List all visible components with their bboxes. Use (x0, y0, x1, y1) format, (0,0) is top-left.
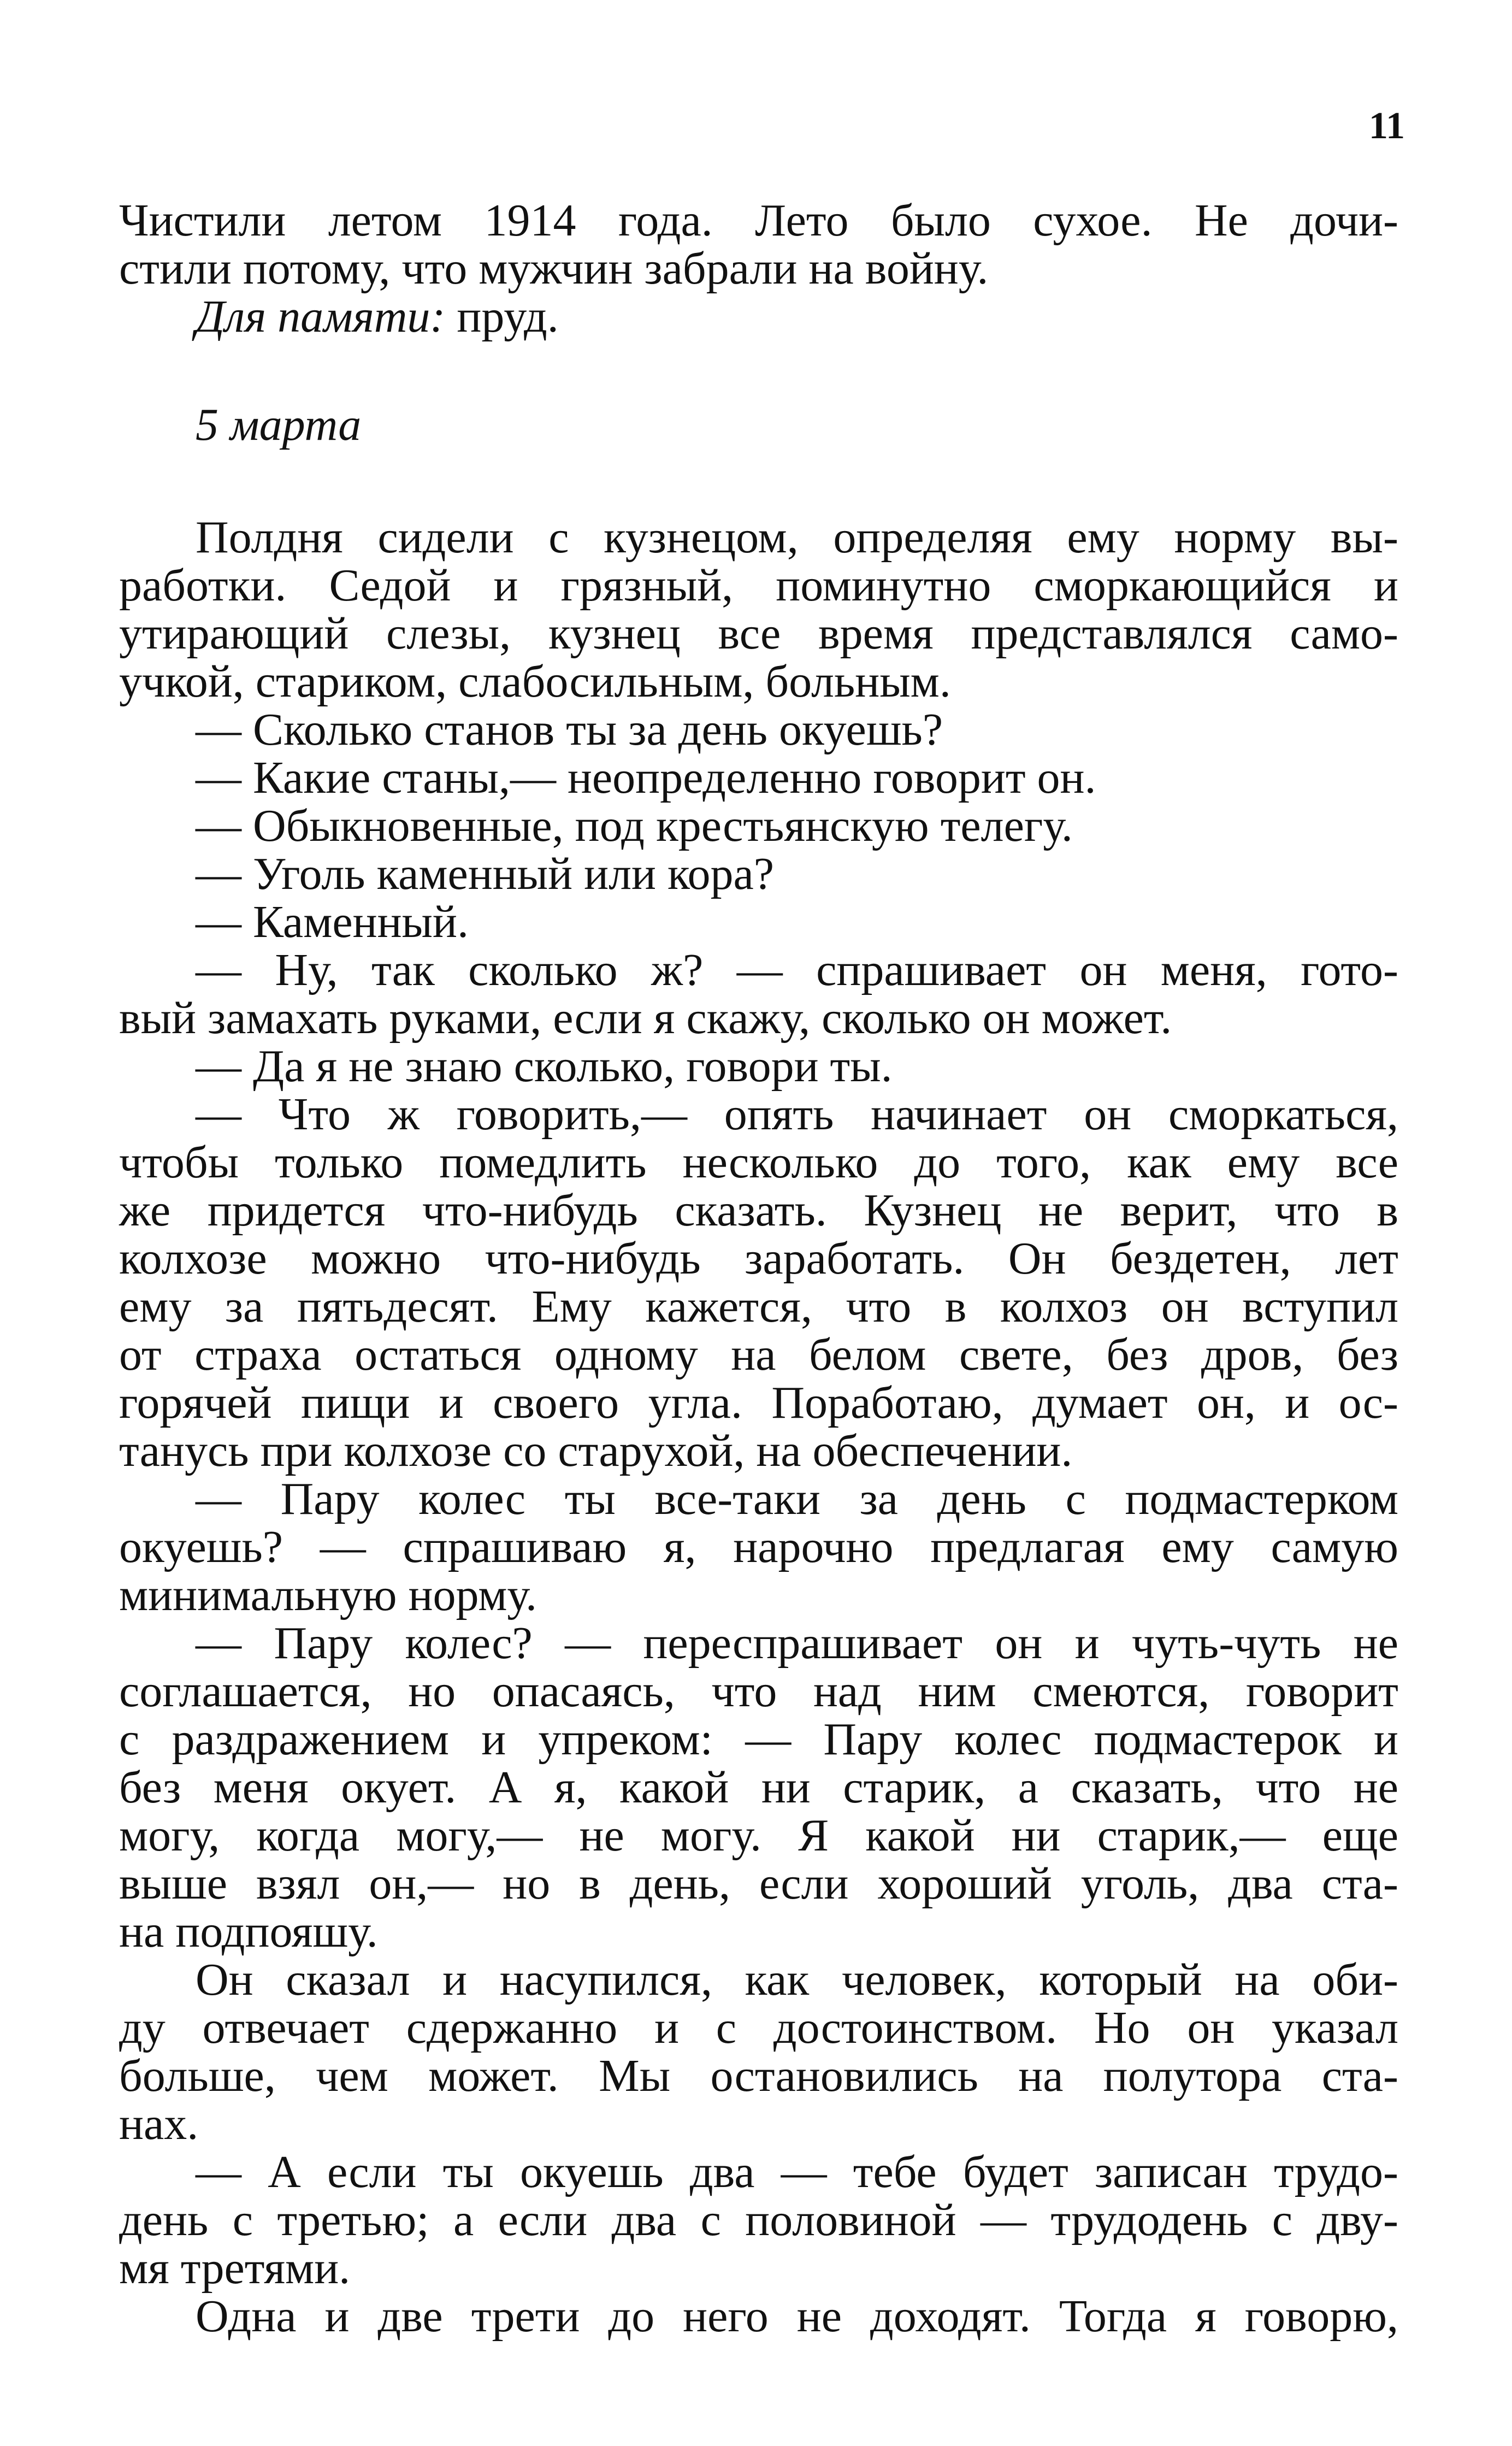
text-line: соглашается, но опасаясь, что над ним смеются, говорит (119, 1666, 1398, 1717)
text-line: выше взял он,— но в день, если хороший уголь, два ста- (119, 1858, 1398, 1909)
text-line: — А если ты окуешь два — тебе будет записан трудо- (196, 2147, 1398, 2197)
body-text (119, 514, 1398, 2341)
text-line: без меня окует. А я, какой ни старик, а сказать, что не (119, 1762, 1398, 1813)
text-line: Он сказал и насупился, как человек, который на оби- (196, 1954, 1398, 2005)
text-line: — Каменный. (196, 897, 469, 947)
date-heading: 5 марта (196, 399, 362, 450)
text-line: горячей пищи и своего угла. Поработаю, думает он, и ос- (119, 1377, 1398, 1428)
text-line: стили потому, что мужчин забрали на войну. (119, 243, 989, 294)
text-line: нах. (119, 2099, 199, 2149)
text-line: — Уголь каменный или кора? (196, 848, 775, 899)
text-line: Полдня сидели с кузнецом, определяя ему норму вы- (196, 512, 1398, 563)
text-line: могу, когда могу,— не могу. Я какой ни старик,— еще (119, 1810, 1398, 1861)
text-line: окуешь? — спрашиваю я, нарочно предлагая ему самую (119, 1522, 1398, 1572)
text-line: работки. Седой и грязный, поминутно сморкающийся и (119, 560, 1398, 611)
text-line: Чистили летом 1914 года. Лето было сухое. Не дочи- (119, 195, 1398, 246)
text-line: — Сколько станов ты за день окуешь? (196, 704, 943, 755)
text-line: с раздражением и упреком: — Пару колес подмастерок и (119, 1714, 1398, 1765)
text-line: на подпояшу. (119, 1906, 378, 1957)
text-line: ему за пятьдесят. Ему кажется, что в колхоз он вступил (119, 1281, 1398, 1332)
text-line: от страха остаться одному на белом свете, без дров, без (119, 1329, 1398, 1380)
text-line: ду отвечает сдержанно и с достоинством. Но он указал (119, 2002, 1398, 2053)
text-line: утирающий слезы, кузнец все время представлялся само- (119, 608, 1398, 659)
text-line: учкой, стариком, слабосильным, больным. (119, 656, 951, 707)
memo-label: Для памяти: (196, 291, 446, 342)
text-line: — Пару колес? — переспрашивает он и чуть-чуть не (196, 1618, 1398, 1669)
text-line: — Да я не знаю сколько, говори ты. (196, 1041, 893, 1092)
page-number: 11 (1368, 105, 1405, 147)
text-line: минимальную норму. (119, 1570, 537, 1620)
text-line: мя третями. (119, 2243, 351, 2294)
text-line: — Обыкновенные, под крестьянскую телегу. (196, 800, 1073, 851)
text-line: — Что ж говорить,— опять начинает он сморкаться, (196, 1089, 1398, 1140)
text-line: колхозе можно что-нибудь заработать. Он бездетен, лет (119, 1233, 1398, 1284)
text-line: день с третью; а если два с половиной — трудодень с дву- (119, 2195, 1398, 2245)
memo-text: пруд. (445, 291, 559, 342)
text-line: Одна и две трети до него не доходят. Тогда я говорю, (196, 2291, 1398, 2342)
text-line: — Какие станы,— неопределенно говорит он. (196, 752, 1096, 803)
text-line: чтобы только помедлить несколько до того, как ему все (119, 1137, 1398, 1188)
text-line: больше, чем может. Мы остановились на полутора ста- (119, 2050, 1398, 2101)
text-line: же придется что-нибудь сказать. Кузнец не верит, что в (119, 1185, 1398, 1236)
text-line: танусь при колхозе со старухой, на обеспечении. (119, 1425, 1073, 1476)
memo-line (119, 293, 1398, 341)
text-column (119, 197, 1398, 2341)
text-line: — Пару колес ты все-таки за день с подмастерком (196, 1474, 1398, 1524)
text-line: вый замахать руками, если я скажу, сколько он может. (119, 993, 1172, 1044)
text-line: — Ну, так сколько ж? — спрашивает он меня, гото- (196, 945, 1398, 995)
